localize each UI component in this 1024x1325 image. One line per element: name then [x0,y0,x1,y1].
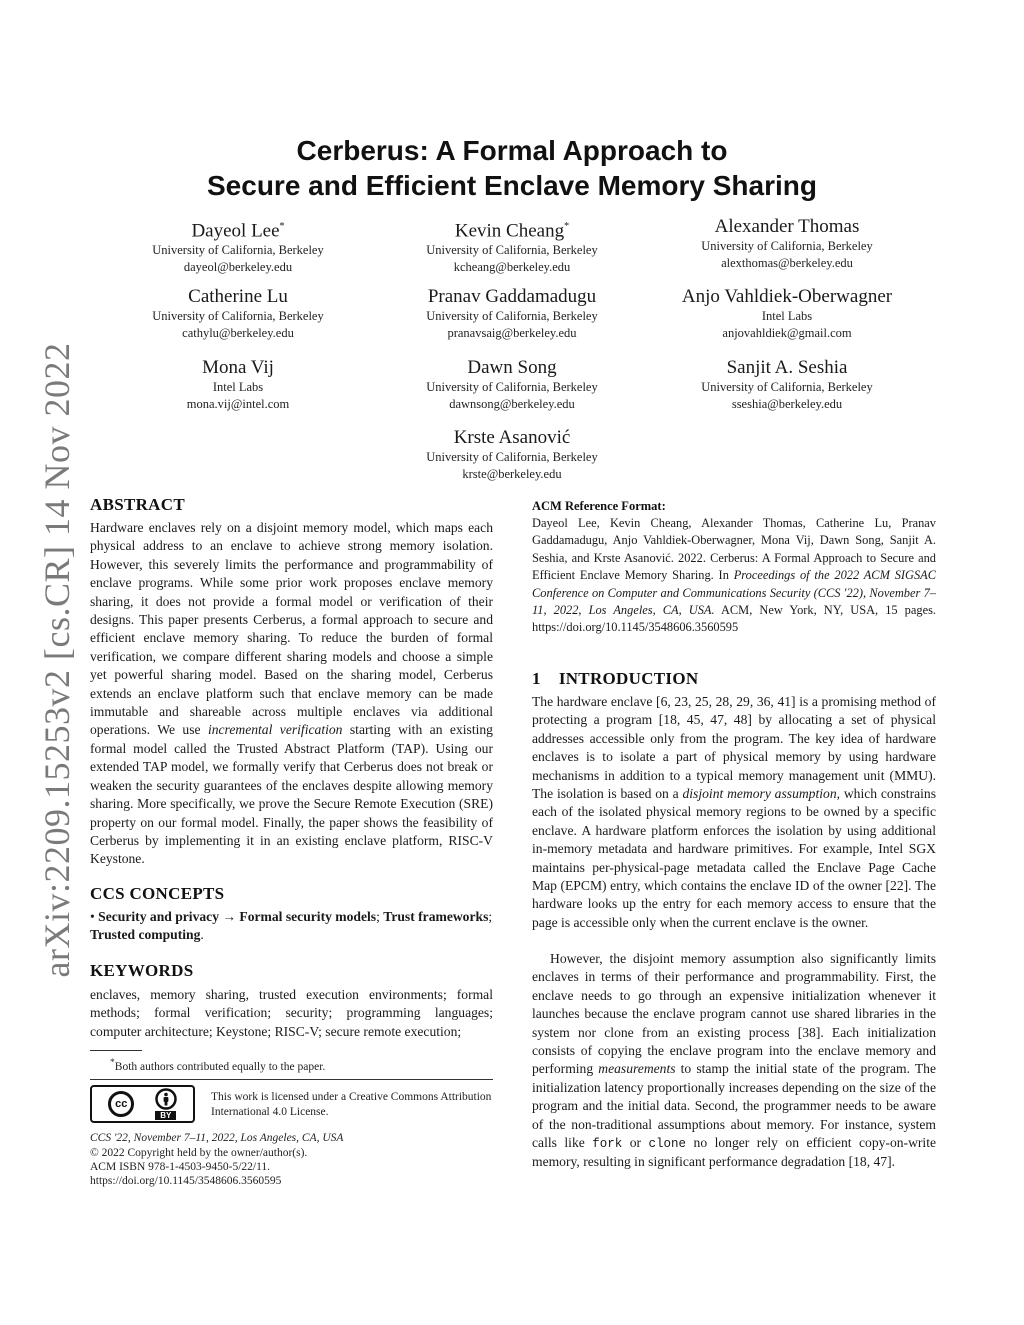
author-block [362,216,662,276]
intro-text-part: or [622,1135,649,1151]
intro-emphasis: measurements [598,1061,676,1077]
ccs-end: . [200,927,204,943]
ccs-concept: Trust frameworks [383,909,489,924]
abstract-heading: ABSTRACT [90,495,185,514]
ccs-concepts-text [90,908,504,945]
title-line-1: Cerberus: A Formal Approach to [296,135,728,166]
author-email: kcheang@berkeley.edu [453,260,571,275]
intro-text-part: The hardware enclave [6, 23, 25, 28, 29, 36, 41] is a promising method of protecting a program [18, 45, 47, 48] by allocating a set of physical addresses accessible only from the program. The key idea of hardware enclaves is to isolate a part of physical memory by using hardware mechanisms in addition to a typical memory management unit (MMU). The isolation is based on a [532,694,936,802]
footnote-rule [90,1050,142,1051]
title-line-2: Secure and Efficient Enclave Memory Sharing [207,170,817,201]
acm-reference-part: ACM, New York, NY, USA, 15 pages. https://doi.org/10.1145/3548606.3560595 [532,603,936,635]
author-name: Catherine Lu [188,286,288,307]
equal-contribution-mark: * [279,221,285,232]
author-block [362,357,662,413]
author-email: sseshia@berkeley.edu [731,397,843,411]
section-number: 1 [532,669,541,688]
creative-commons-logo [90,1085,195,1123]
footnote [110,1055,500,1075]
ccs-arrow: → [222,909,237,924]
author-affiliation: Intel Labs [761,309,813,323]
intro-text-part: no longer rely on efficient copy-on-write memory, resulting in significant performance degradation [18, 47]. [532,1135,937,1170]
author-block [88,357,388,413]
author-name: Alexander Thomas [714,216,860,237]
paper-title [0,133,1024,203]
author-block [362,427,662,483]
by-label: BY [155,1111,176,1120]
author-block [362,286,662,342]
abstract-emphasis: incremental verification [207,722,343,738]
introduction-paragraph-2 [532,950,936,1172]
author-block [637,286,937,342]
by-icon-group [155,1088,177,1120]
author-affiliation: University of California, Berkeley [152,309,324,323]
ccs-separator: ; [376,909,384,924]
author-email: cathylu@berkeley.edu [182,326,294,340]
intro-emphasis: disjoint memory assumption [682,786,837,802]
author-name: Pranav Gaddamadugu [427,286,597,307]
author-affiliation: University of California, Berkeley [152,243,324,258]
author-affiliation: University of California, Berkeley [701,239,873,253]
isbn-line: ACM ISBN 978-1-4503-9450-5/22/11. [90,1161,271,1173]
author-name: Krste Asanović [453,427,571,448]
author-affiliation: Intel Labs [212,380,264,394]
license-rule [90,1079,493,1080]
code-fork: fork [592,1137,623,1152]
author-name: Sanjit A. Seshia [726,357,848,378]
acm-reference-text [532,515,936,637]
code-clone: clone [648,1137,687,1152]
conference-line: CCS '22, November 7–11, 2022, Los Angeles, CA, USA [90,1132,344,1144]
author-block [637,357,937,413]
ccs-concepts-heading: CCS CONCEPTS [90,884,225,903]
intro-text-part: to stamp the initial state of the program. The initialization latency proportionally increases depending on the size of the program and the initial data. Second, the programmer needs to be aware of the non-traditional assumptions about memory. For instance, system calls like [532,1061,936,1151]
cc-icon: cc [108,1091,134,1117]
intro-text-part: However, the disjoint memory assumption also significantly limits enclaves in terms of their performance and programmability. First, the enclave needs to go through an expensive initialization whenever it launches because the enclave program cannot use shared libraries in the system nor clone from an existing process [38]. Each initialization consists of copying the enclave program into the enclave memory and performing [532,951,936,1077]
keywords-text: enclaves, memory sharing, trusted execution environments; formal methods; formal verification; security; programming languages; computer architecture; Keystone; RISC-V; secure remote execution; [90,987,493,1039]
acm-reference-proceedings: Proceedings of the 2022 ACM SIGSAC Conference on Computer and Communications Security (CCS '22), November 7–11, 2022, Los Angeles, CA, USA. [532,568,936,618]
author-affiliation: University of California, Berkeley [426,309,598,323]
footnote-text: Both authors contributed equally to the paper. [114,1060,326,1073]
author-affiliation: University of California, Berkeley [701,380,873,394]
author-affiliation: University of California, Berkeley [426,243,598,258]
author-name: Dayeol Lee [191,220,280,242]
abstract-text [90,519,493,869]
footnote-mark: * [110,1057,115,1068]
author-block [88,286,388,342]
author-affiliation: University of California, Berkeley [426,450,598,464]
ccs-concept: Trusted computing [90,927,201,943]
section-title: INTRODUCTION [558,669,699,688]
ccs-concept: Security and privacy [98,909,220,924]
author-name: Anjo Vahldiek-Oberwagner [681,286,893,307]
author-email: anjovahldiek@gmail.com [722,326,852,340]
abstract-text-part: Hardware enclaves rely on a disjoint memory model, which maps each physical address to an enclave to achieve strong memory isolation. However, this severely limits the performance and programmability of enclave programs. While some prior work proposes enclave memory sharing, it does not provide a formal model or verification of their designs. This paper presents Cerberus, a formal approach to secure and efficient enclave memory sharing. To reduce the burden of formal verification, we compare different sharing models and choose a simple yet powerful sharing model. Based on the sharing model, Cerberus extends an enclave platform such that enclave memory can be made immutable and shareable across multiple enclaves via additional operations. We use [90,520,493,738]
ccs-bullet: • [90,909,95,924]
keywords-heading: KEYWORDS [90,961,194,980]
acm-reference-part: Dayeol Lee, Kevin Cheang, Alexander Thomas, Catherine Lu, Pranav Gaddamadugu, Anjo Vahldiek-Oberwagner, Mona Vij, Dawn Song, Sanjit A. Seshia, and Krste Asanović. 2022. Cerberus: A Formal Approach to Secure and Efficient Enclave Memory Sharing. In [532,516,936,583]
author-email: krste@berkeley.edu [462,467,562,481]
ccs-separator: ; [488,909,493,924]
introduction-paragraph-1 [532,693,936,932]
license-text: This work is licensed under a Creative Commons Attribution International 4.0 License. [211,1091,492,1118]
ccs-concept: Formal security models [239,909,377,924]
intro-text-part: , which constrains each of the isolated physical memory regions to be owned by a specific enclave. A hardware platform enforces the isolation by using additional in-memory metadata and hardware primitives. For example, Intel SGX maintains per-physical-page metadata called the Enclave Page Cache Map (EPCM) entry, which contains the enclave ID of the owner [22]. The hardware looks up the entry for each memory access to ensure that the page is accessible only when the current enclave is the owner. [532,786,936,930]
abstract-text-part: starting with an existing formal model called the Trusted Abstract Platform (TAP). Using our extended TAP model, we formally verify that Cerberus does not break or weaken the security guarantees of the enclaves despite allowing memory sharing. More specifically, we prove the Secure Remote Execution (SRE) property on our formal model. Finally, the paper shows the feasibility of Cerberus by implementing it in an existing enclave platform, RISC-V Keystone. [90,722,493,867]
doi-link[interactable]: https://doi.org/10.1145/3548606.3560595 [90,1175,282,1187]
author-email: alexthomas@berkeley.edu [721,256,853,270]
author-affiliation: University of California, Berkeley [426,380,598,394]
arxiv-identifier-stamp: arXiv:2209.15253v2 [cs.CR] 14 Nov 2022 [37,342,77,978]
copyright-line: © 2022 Copyright held by the owner/author(s). [90,1147,308,1159]
author-email: dayeol@berkeley.edu [183,260,293,275]
author-block [88,216,388,276]
author-email: pranavsaig@berkeley.edu [447,326,577,340]
author-name: Dawn Song [467,357,557,378]
attribution-person-icon [155,1088,177,1110]
author-name: Kevin Cheang [454,220,565,242]
introduction-heading [532,669,698,689]
author-block [637,216,937,272]
acm-reference-heading: ACM Reference Format: [532,499,666,513]
equal-contribution-mark: * [564,221,570,232]
author-name: Mona Vij [202,357,274,378]
author-email: mona.vij@intel.com [186,397,290,411]
author-email: dawnsong@berkeley.edu [449,397,575,411]
